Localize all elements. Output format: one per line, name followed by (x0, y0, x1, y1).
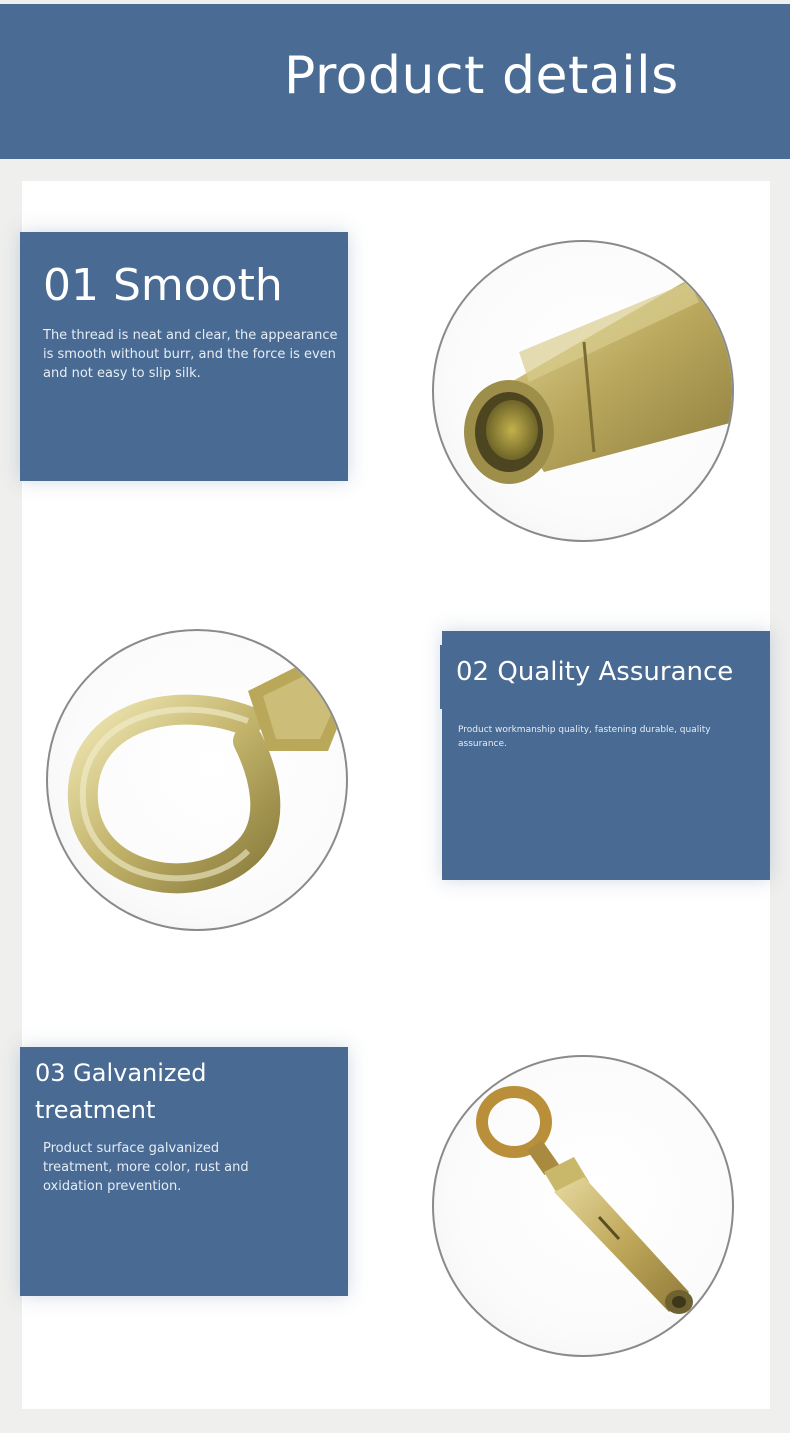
feature-card-smooth (20, 232, 348, 481)
page-title: Product details (284, 46, 679, 106)
eye-bolt-anchor-image (432, 1055, 734, 1357)
feature-title: 03 Galvanized treatment (35, 1059, 207, 1124)
feature-description: The thread is neat and clear, the appearance is smooth without burr, and the force is even and not easy to slip silk. (43, 328, 338, 381)
feature-card-quality-assurance (442, 631, 770, 880)
feature-title: 01 Smooth (43, 260, 283, 311)
feature-title: 02 Quality Assurance (456, 657, 734, 687)
feature-description: Product surface galvanized treatment, more color, rust and oxidation prevention. (43, 1141, 249, 1194)
header-banner (0, 4, 790, 159)
feature-card-galvanized-treatment (20, 1047, 348, 1296)
feature-description: Product workmanship quality, fastening durable, quality assurance. (458, 725, 711, 749)
sleeve-anchor-closeup-image (432, 240, 734, 542)
eye-hook-closeup-image (46, 629, 348, 931)
card-accent-tab (440, 645, 444, 709)
